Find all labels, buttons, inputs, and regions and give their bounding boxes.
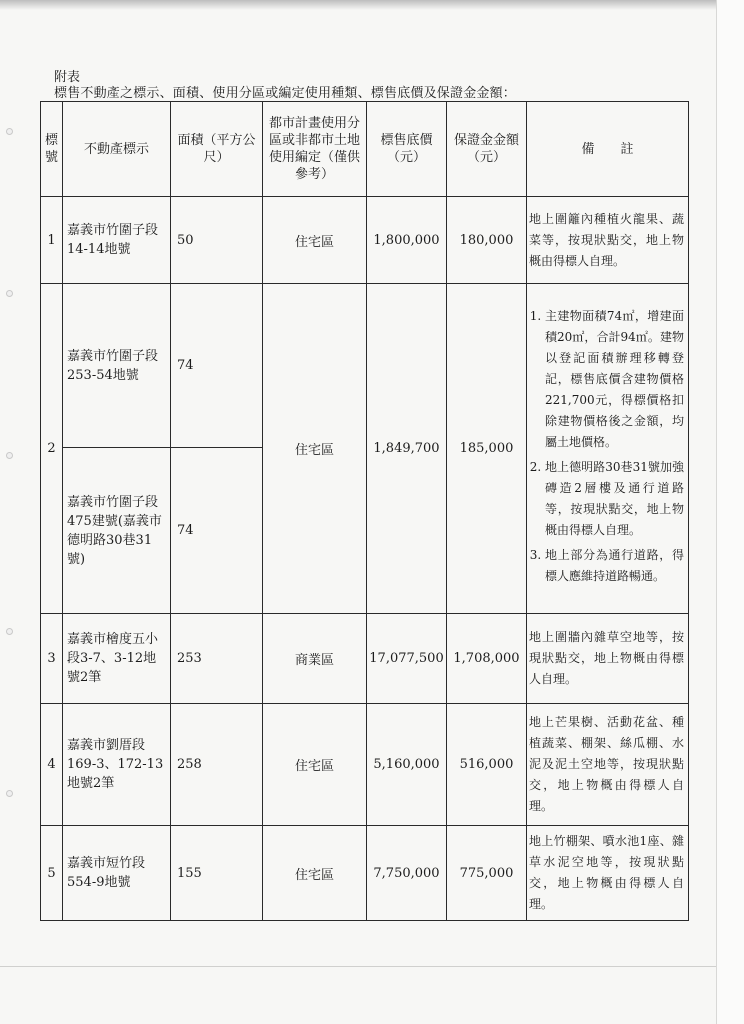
remarks-list-item: 2. 地上德明路30巷31號加強磚造2層樓及通行道路等，按現狀點交，地上物概由得標人自理。 [545,457,684,541]
remarks-list-item: 3. 地上部分為通行道路，得標人應維持道路暢通。 [545,545,684,587]
cell-remarks: 地上圍籬內種植火龍果、蔬菜等，按現狀點交，地上物概由得標人自理。 [527,197,689,284]
remarks-list [529,306,684,587]
punch-hole-mark [6,290,13,297]
table-row [41,614,689,704]
cell-property: 嘉義市短竹段554-9地號 [63,826,171,921]
cell-area: 74 [171,448,263,614]
cell-remarks: 地上芒果樹、活動花盆、種植蔬菜、棚架、絲瓜棚、水泥及泥土空地等，按現狀點交，地上物概由得標人自理。 [527,704,689,826]
cell-area: 74 [171,284,263,448]
table-row [41,826,689,921]
cell-no: 5 [41,826,63,921]
punch-hole-mark [6,628,13,635]
cell-property: 嘉義市竹圍子段475建號(嘉義市德明路30巷31號) [63,448,171,614]
cell-property: 嘉義市竹圍子段253-54地號 [63,284,171,448]
cell-area: 50 [171,197,263,284]
header-zoning: 都市計畫使用分區或非都市土地使用編定（僅供參考） [263,102,367,197]
cell-no: 3 [41,614,63,704]
cell-remarks: 地上圍牆內雜草空地等，按現狀點交，地上物概由得標人自理。 [527,614,689,704]
cell-deposit: 516,000 [447,704,527,826]
cell-property: 嘉義市劉厝段169-3、172-13地號2筆 [63,704,171,826]
punch-hole-mark [6,128,13,135]
cell-deposit: 775,000 [447,826,527,921]
table-row [41,284,689,448]
punch-hole-mark [6,790,13,797]
header-property: 不動產標示 [63,102,171,197]
cell-deposit: 180,000 [447,197,527,284]
cell-no: 1 [41,197,63,284]
cell-price: 17,077,500 [367,614,447,704]
cell-price: 1,800,000 [367,197,447,284]
paper-fold-line [0,966,716,967]
cell-price: 5,160,000 [367,704,447,826]
cell-price: 7,750,000 [367,826,447,921]
cell-area: 258 [171,704,263,826]
punch-hole-mark [6,452,13,459]
cell-zoning: 商業區 [263,614,367,704]
appendix-label: 附表 [54,70,81,85]
cell-zoning: 住宅區 [263,197,367,284]
cell-remarks [527,284,689,614]
header-price: 標售底價（元） [367,102,447,197]
remarks-list-item: 1. 主建物面積74㎡，增建面積20㎡，合計94㎡。建物以登記面積辦理移轉登記，標售底價含建物價格221,700元，得標價格扣除建物價格後之金額，均屬土地價格。 [545,306,684,453]
header-area: 面積（平方公尺） [171,102,263,197]
header-remarks: 備 註 [527,102,689,197]
cell-area: 253 [171,614,263,704]
cell-deposit: 185,000 [447,284,527,614]
header-deposit: 保證金金額（元） [447,102,527,197]
cell-remarks: 地上竹棚架、噴水池1座、雜草水泥空地等，按現狀點交，地上物概由得標人自理。 [527,826,689,921]
scan-page-edge [716,0,744,1024]
cell-zoning: 住宅區 [263,826,367,921]
cell-property: 嘉義市檜度五小段3-7、3-12地號2筆 [63,614,171,704]
header-row [41,102,689,197]
cell-no: 4 [41,704,63,826]
scan-top-shadow [0,0,716,10]
table-row [41,197,689,284]
property-auction-table [40,101,689,921]
cell-no: 2 [41,284,63,614]
cell-price: 1,849,700 [367,284,447,614]
cell-property: 嘉義市竹圍子段14-14地號 [63,197,171,284]
header-no: 標號 [41,102,63,197]
cell-deposit: 1,708,000 [447,614,527,704]
table-row [41,704,689,826]
cell-zoning: 住宅區 [263,704,367,826]
cell-zoning: 住宅區 [263,284,367,614]
table-caption: 標售不動產之標示、面積、使用分區或編定使用種類、標售底價及保證金金額： [54,86,517,101]
cell-area: 155 [171,826,263,921]
